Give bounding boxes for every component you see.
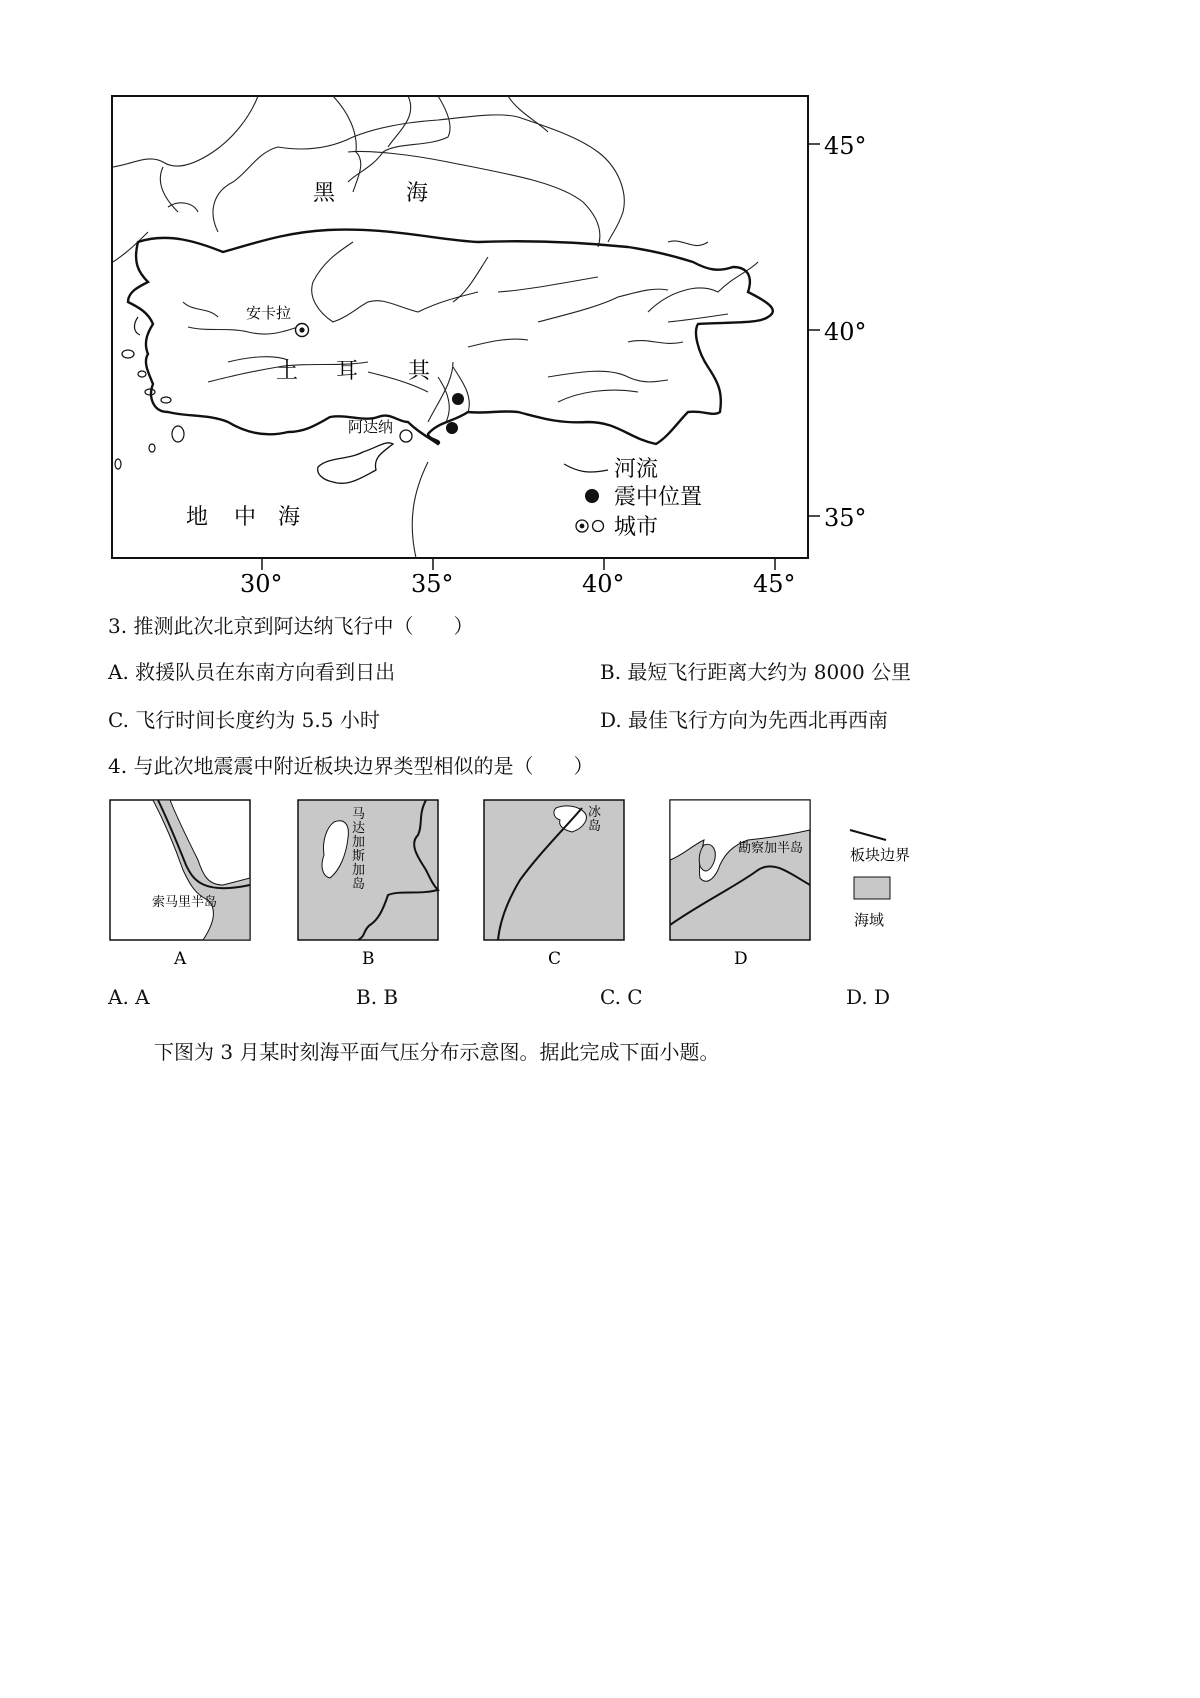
lon-label-30: 30° <box>240 570 283 598</box>
turkey-coastline <box>128 230 773 444</box>
legend-boundary-symbol <box>850 830 886 840</box>
legend-city-symbol <box>576 520 604 532</box>
panel-b-label-6: 岛 <box>352 877 366 892</box>
lat-label-35: 35° <box>824 504 867 532</box>
lon-label-35: 35° <box>411 570 454 598</box>
q3-option-a[interactable]: A. 救援队员在东南方向看到日出 <box>108 660 396 684</box>
label-black-sea-2: 海 <box>406 181 429 206</box>
panel-b-label-5: 加 <box>352 863 366 878</box>
legend-city-label: 城市 <box>614 515 659 540</box>
legend-river-label: 河流 <box>614 457 659 482</box>
legend-epicenter-label: 震中位置 <box>614 485 703 510</box>
panel-a-label: 索马里半岛 <box>152 895 218 910</box>
label-adana: 阿达纳 <box>348 418 394 436</box>
panel-a-caption: A <box>174 949 187 969</box>
turkey-earthquake-map <box>108 92 867 598</box>
cyprus <box>318 443 393 484</box>
q4-option-c[interactable]: C. C <box>600 985 643 1009</box>
panel-c <box>484 800 624 940</box>
aegean-islands <box>115 317 184 469</box>
q3-stem: 3. 推测此次北京到阿达纳飞行中（ ） <box>108 614 474 638</box>
lon-label-45: 45° <box>753 570 796 598</box>
legend-sea-label: 海域 <box>854 911 885 929</box>
panel-a <box>110 800 250 940</box>
panel-b-label-3: 加 <box>352 835 366 850</box>
epicenter-marker-1 <box>452 393 464 405</box>
q3-option-c[interactable]: C. 飞行时间长度约为 5.5 小时 <box>108 708 380 732</box>
legend-sea-symbol <box>854 877 890 899</box>
legend-boundary-label: 板块边界 <box>850 846 911 864</box>
panel-b-label-2: 达 <box>352 821 366 836</box>
label-turkey-2: 耳 <box>336 359 359 384</box>
q4-option-d[interactable]: D. D <box>846 985 891 1009</box>
panel-b-caption: B <box>362 949 375 969</box>
label-med-1: 地 <box>186 505 209 530</box>
lon-label-40: 40° <box>582 570 625 598</box>
panel-c-label-1: 冰 <box>588 805 602 820</box>
lat-label-45: 45° <box>824 132 867 160</box>
label-turkey-1: 土 <box>276 359 299 384</box>
label-turkey-3: 其 <box>408 359 431 384</box>
panel-b-label-1: 马 <box>352 807 366 822</box>
legend-river-symbol <box>564 464 608 472</box>
label-med-3: 海 <box>278 505 301 530</box>
panel-d-label: 勘察加半岛 <box>738 841 804 856</box>
panel-c-caption: C <box>548 949 562 969</box>
panel-b-label-4: 斯 <box>352 849 366 864</box>
q3-option-b[interactable]: B. 最短飞行距离大约为 8000 公里 <box>600 660 912 684</box>
epicenter-marker-2 <box>446 422 458 434</box>
q3-option-d[interactable]: D. 最佳飞行方向为先西北再西南 <box>600 708 889 732</box>
lat-label-40: 40° <box>824 318 867 346</box>
panel-d-caption: D <box>734 949 748 969</box>
black-sea-north-coast <box>213 115 624 242</box>
panel-b <box>298 800 438 940</box>
city-adana-marker <box>400 430 412 442</box>
panel-c-label-2: 岛 <box>588 819 602 834</box>
label-med-2: 中 <box>234 505 257 530</box>
legend-epicenter-symbol <box>585 489 599 503</box>
panel-d <box>670 800 810 940</box>
map-frame <box>112 96 808 558</box>
plate-boundary-panels <box>108 800 928 970</box>
city-ankara-marker <box>296 324 309 337</box>
label-ankara: 安卡拉 <box>246 304 292 322</box>
next-section-intro: 下图为 3 月某时刻海平面气压分布示意图。据此完成下面小题。 <box>154 1040 720 1064</box>
q4-option-b[interactable]: B. B <box>356 985 399 1009</box>
q4-stem: 4. 与此次地震震中附近板块边界类型相似的是（ ） <box>108 754 594 778</box>
q4-option-a[interactable]: A. A <box>108 985 150 1009</box>
label-black-sea-1: 黑 <box>313 181 336 206</box>
